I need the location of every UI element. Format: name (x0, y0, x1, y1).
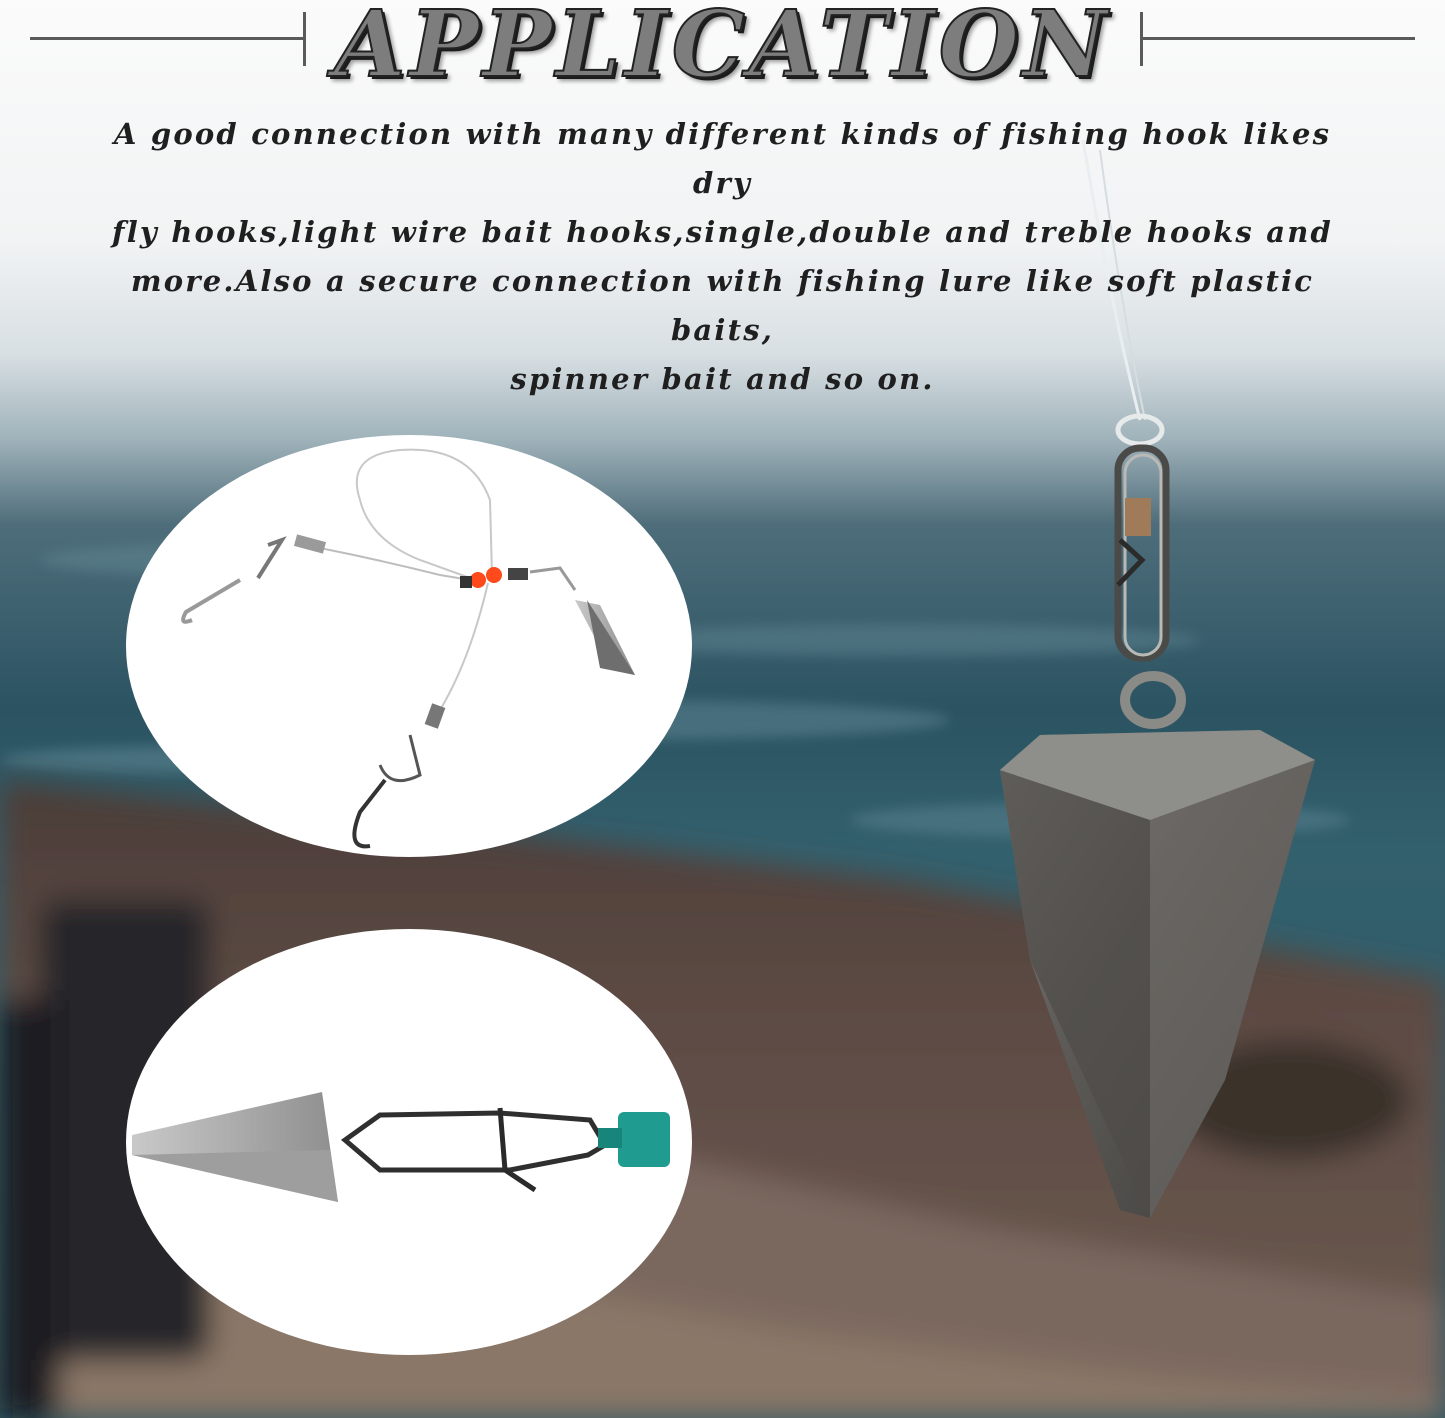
description-line: spinner bait and so on. (510, 362, 935, 396)
fishing-rig-photo (126, 435, 692, 857)
title-rule-left-cap (303, 12, 306, 66)
title-rule-right (1140, 37, 1415, 40)
description (100, 110, 1345, 404)
page-title: APPLICATION (334, 0, 1111, 98)
title-rule-left (30, 37, 305, 40)
title-bar (0, 0, 1445, 98)
sinker-clip-photo (126, 929, 692, 1355)
description-line: fly hooks,light wire bait hooks,single,double and treble hooks and (112, 215, 1333, 249)
description-line: A good connection with many different kinds of fishing hook likes dry (113, 117, 1332, 200)
description-line: more.Also a secure connection with fishing lure like soft plastic baits, (130, 264, 1315, 347)
